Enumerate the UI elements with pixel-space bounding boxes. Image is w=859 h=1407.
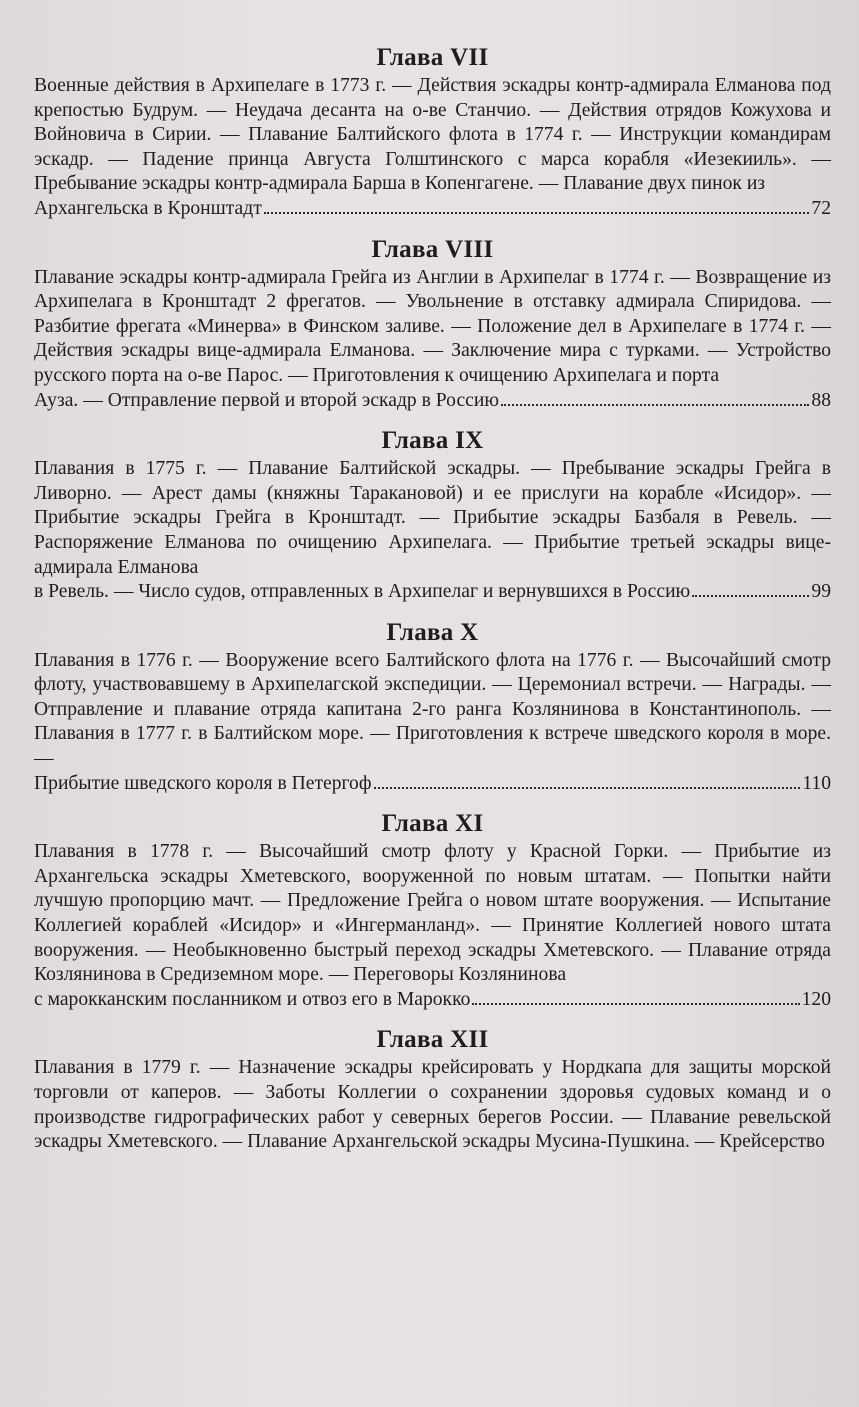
dot-leader <box>264 212 810 214</box>
chapter-10 <box>34 619 831 797</box>
chapter-summary-tail: Ауза. — Отправление первой и второй эскадр в Россию <box>34 389 499 411</box>
chapter-7 <box>34 44 831 222</box>
dot-leader <box>472 1003 799 1005</box>
chapter-12 <box>34 1026 831 1154</box>
dot-leader <box>374 787 801 789</box>
chapter-summary-tail: с марокканским посланником и отвоз его в Марокко <box>34 988 471 1010</box>
chapter-summary: Плавания в 1779 г. — Назначение эскадры крейсировать у Нордкапа для защиты морской торговли от каперов. — Заботы Коллегии о сохранении здоровья судовых команд и о производстве гидрографических работ у северных берегов России. — Плавание ревельской эскадры Хметевского. — Плавание Архангельской эскадры Мусина-Пушкина. — Крейсерство <box>34 1057 831 1153</box>
chapter-11 <box>34 810 831 1012</box>
chapter-summary: Военные действия в Архипелаге в 1773 г. — Действия эскадры контр-адмирала Елманова под крепостью Будрум. — Неудача десанта на о-ве Станчио. — Действия отрядов Кожухова и Войновича в Сирии. — Плавание Балтийского флота в 1774 г. — Инструкции командирам эскадр. — Падение принца Августа Голштинского с марса корабля «Иезекииль». — Пребывание эскадры контр-адмирала Барша в Копенгагене. — Плавание двух пинок из <box>34 75 831 195</box>
page-number: 110 <box>802 772 831 794</box>
toc-entry-line <box>34 988 831 1013</box>
chapter-title: Глава VIII <box>371 235 494 263</box>
toc-entry-line <box>34 580 831 605</box>
chapter-title: Глава X <box>386 618 479 646</box>
page-number: 99 <box>811 581 831 603</box>
chapter-summary-tail: Прибытие шведского короля в Петергоф <box>34 772 372 794</box>
chapter-9 <box>34 427 831 605</box>
chapter-summary: Плавания в 1778 г. — Высочайший смотр флоту у Красной Горки. — Прибытие из Архангельска эскадры Хметевского, вооруженной по новым штатам. — Попытки найти лучшую пропорцию мачт. — Предложение Грейга о новом штате вооружения. — Испытание Коллегией кораблей «Исидор» и «Ингерманланд». — Принятие Коллегией нового штата вооружения. — Необыкновенно быстрый переход эскадры Хметевского. — Плавание отряда Козлянинова в Средиземном море. — Переговоры Козлянинова <box>34 841 831 986</box>
page-number: 88 <box>811 389 831 411</box>
chapter-summary-tail: в Ревель. — Число судов, отправленных в Архипелаг и вернувшихся в Россию <box>34 581 691 603</box>
dot-leader <box>501 404 809 406</box>
chapter-8 <box>34 236 831 414</box>
chapter-summary: Плавания в 1776 г. — Вооружение всего Балтийского флота на 1776 г. — Высочайший смотр флоту, участвовавшему в Архипелагской экспедиции. — Церемониал встречи. — Награды. — Отправление и плавание отряда капитана 2-го ранга Козлянинова в Константинополь. — Плавания в 1777 г. в Балтийском море. — Приготовления к встрече шведского короля в море. — <box>34 649 831 770</box>
chapter-title: Глава IX <box>381 427 484 455</box>
chapter-summary: Плавания в 1775 г. — Плавание Балтийской эскадры. — Пребывание эскадры Грейга в Ливорно. — Арест дамы (княжны Таракановой) и ее прислуги на корабле «Исидор». — Прибытие эскадры Грейга в Кронштадт. — Прибытие эскадры Базбаля в Ревель. — Распоряжение Елманова по очищению Архипелага. — Прибытие третьей эскадры вице-адмирала Елманова <box>34 458 831 578</box>
toc-entry-line <box>34 389 831 414</box>
page-number: 72 <box>811 197 831 219</box>
chapter-title: Глава XI <box>381 810 484 838</box>
page-number: 120 <box>801 988 831 1010</box>
chapter-summary-tail: Архангельска в Кронштадт <box>34 197 262 219</box>
dot-leader <box>692 595 809 597</box>
toc-entry-line <box>34 772 831 797</box>
chapter-title: Глава VII <box>376 44 489 71</box>
chapter-title: Глава XII <box>376 1026 489 1054</box>
toc-entry-line <box>34 197 831 222</box>
chapter-summary: Плавание эскадры контр-адмирала Грейга из Англии в Архипелаг в 1774 г. — Возвращение из Архипелага в Кронштадт 2 фрегатов. — Увольнение в отставку адмирала Спиридова. — Разбитие фрегата «Минерва» в Финском заливе. — Положение дел в Архипелаге в 1774 г. — Действия эскадры вице-адмирала Елманова. — Заключение мира с турками. — Устройство русского порта на о-ве Парос. — Приготовления к очищению Архипелага и порта <box>34 266 831 386</box>
